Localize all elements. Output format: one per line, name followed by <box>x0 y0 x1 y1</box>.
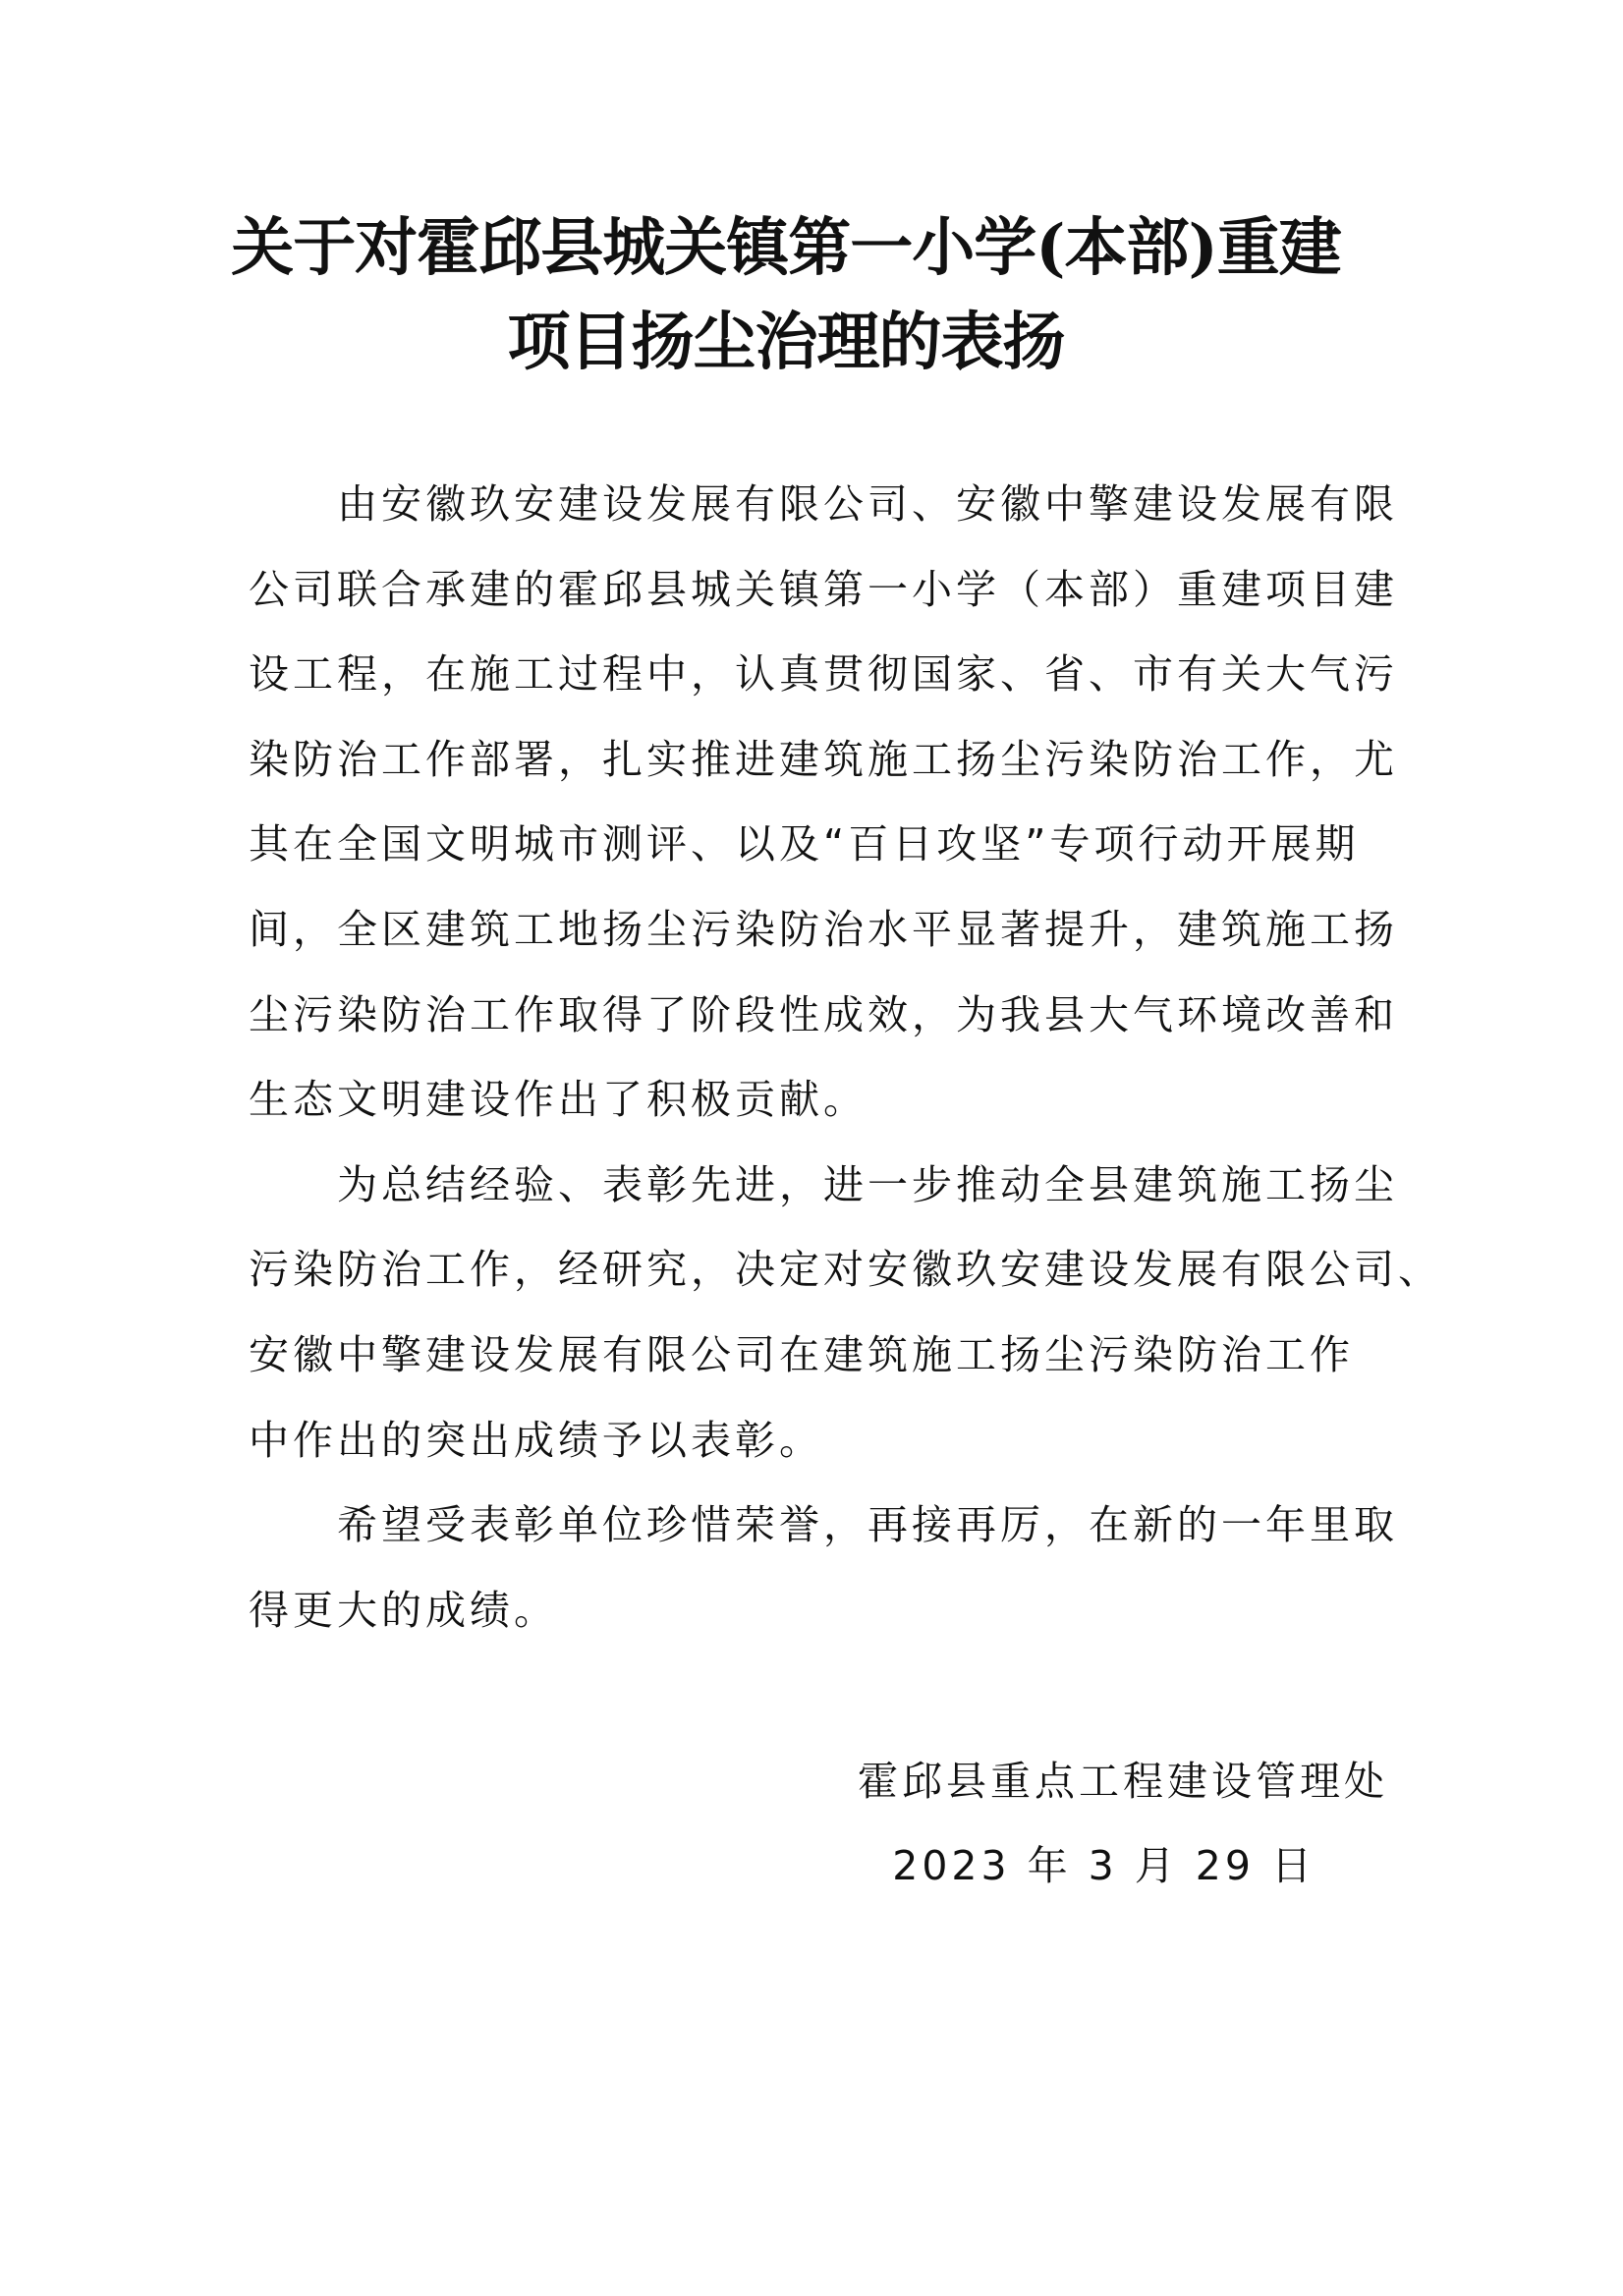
paragraph-3-line: 希望受表彰单位珍惜荣誉，再接再厉，在新的一年里取 <box>337 1501 1398 1549</box>
paragraph-1-line: 生态文明建设作出了积极贡献。 <box>249 1076 867 1124</box>
paragraph-1-line: 公司联合承建的霍邱县城关镇第一小学（本部）重建项目建 <box>249 565 1398 613</box>
paragraph-2-line: 为总结经验、表彰先进，进一步推动全县建筑施工扬尘 <box>337 1160 1398 1208</box>
paragraph-1-line: 尘污染防治工作取得了阶段性成效，为我县大气环境改善和 <box>249 990 1398 1038</box>
paragraph-1-line: 其在全国文明城市测评、以及“百日攻坚”专项行动开展期 <box>249 820 1360 868</box>
paragraph-1-line: 由安徽玖安建设发展有限公司、安徽中擎建设发展有限 <box>337 480 1398 528</box>
paragraph-1-line: 设工程，在施工过程中，认真贯彻国家、省、市有关大气污 <box>249 650 1398 699</box>
document-title <box>187 201 1385 390</box>
paragraph-2-line: 安徽中擎建设发展有限公司在建筑施工扬尘污染防治工作 <box>249 1330 1354 1378</box>
paragraph-2-line: 污染防治工作，经研究，决定对安徽玖安建设发展有限公司、 <box>249 1246 1442 1294</box>
signature-date: 2023 年 3 月 29 日 <box>892 1842 1315 1889</box>
paragraph-2-line: 中作出的突出成绩予以表彰。 <box>249 1416 823 1464</box>
title-line-1: 关于对霍邱县城关镇第一小学(本部)重建 <box>231 211 1341 285</box>
signature-organization: 霍邱县重点工程建设管理处 <box>858 1758 1388 1805</box>
paragraph-1-line: 染防治工作部署，扎实推进建筑施工扬尘污染防治工作，尤 <box>249 735 1398 783</box>
document-body <box>249 462 1442 1652</box>
title-line-2: 项目扬尘治理的表扬 <box>507 306 1065 379</box>
paragraph-3-line: 得更大的成绩。 <box>249 1586 558 1634</box>
paragraph-1-line: 间，全区建筑工地扬尘污染防治水平显著提升，建筑施工扬 <box>249 905 1398 953</box>
signature-block <box>845 1739 1388 1908</box>
